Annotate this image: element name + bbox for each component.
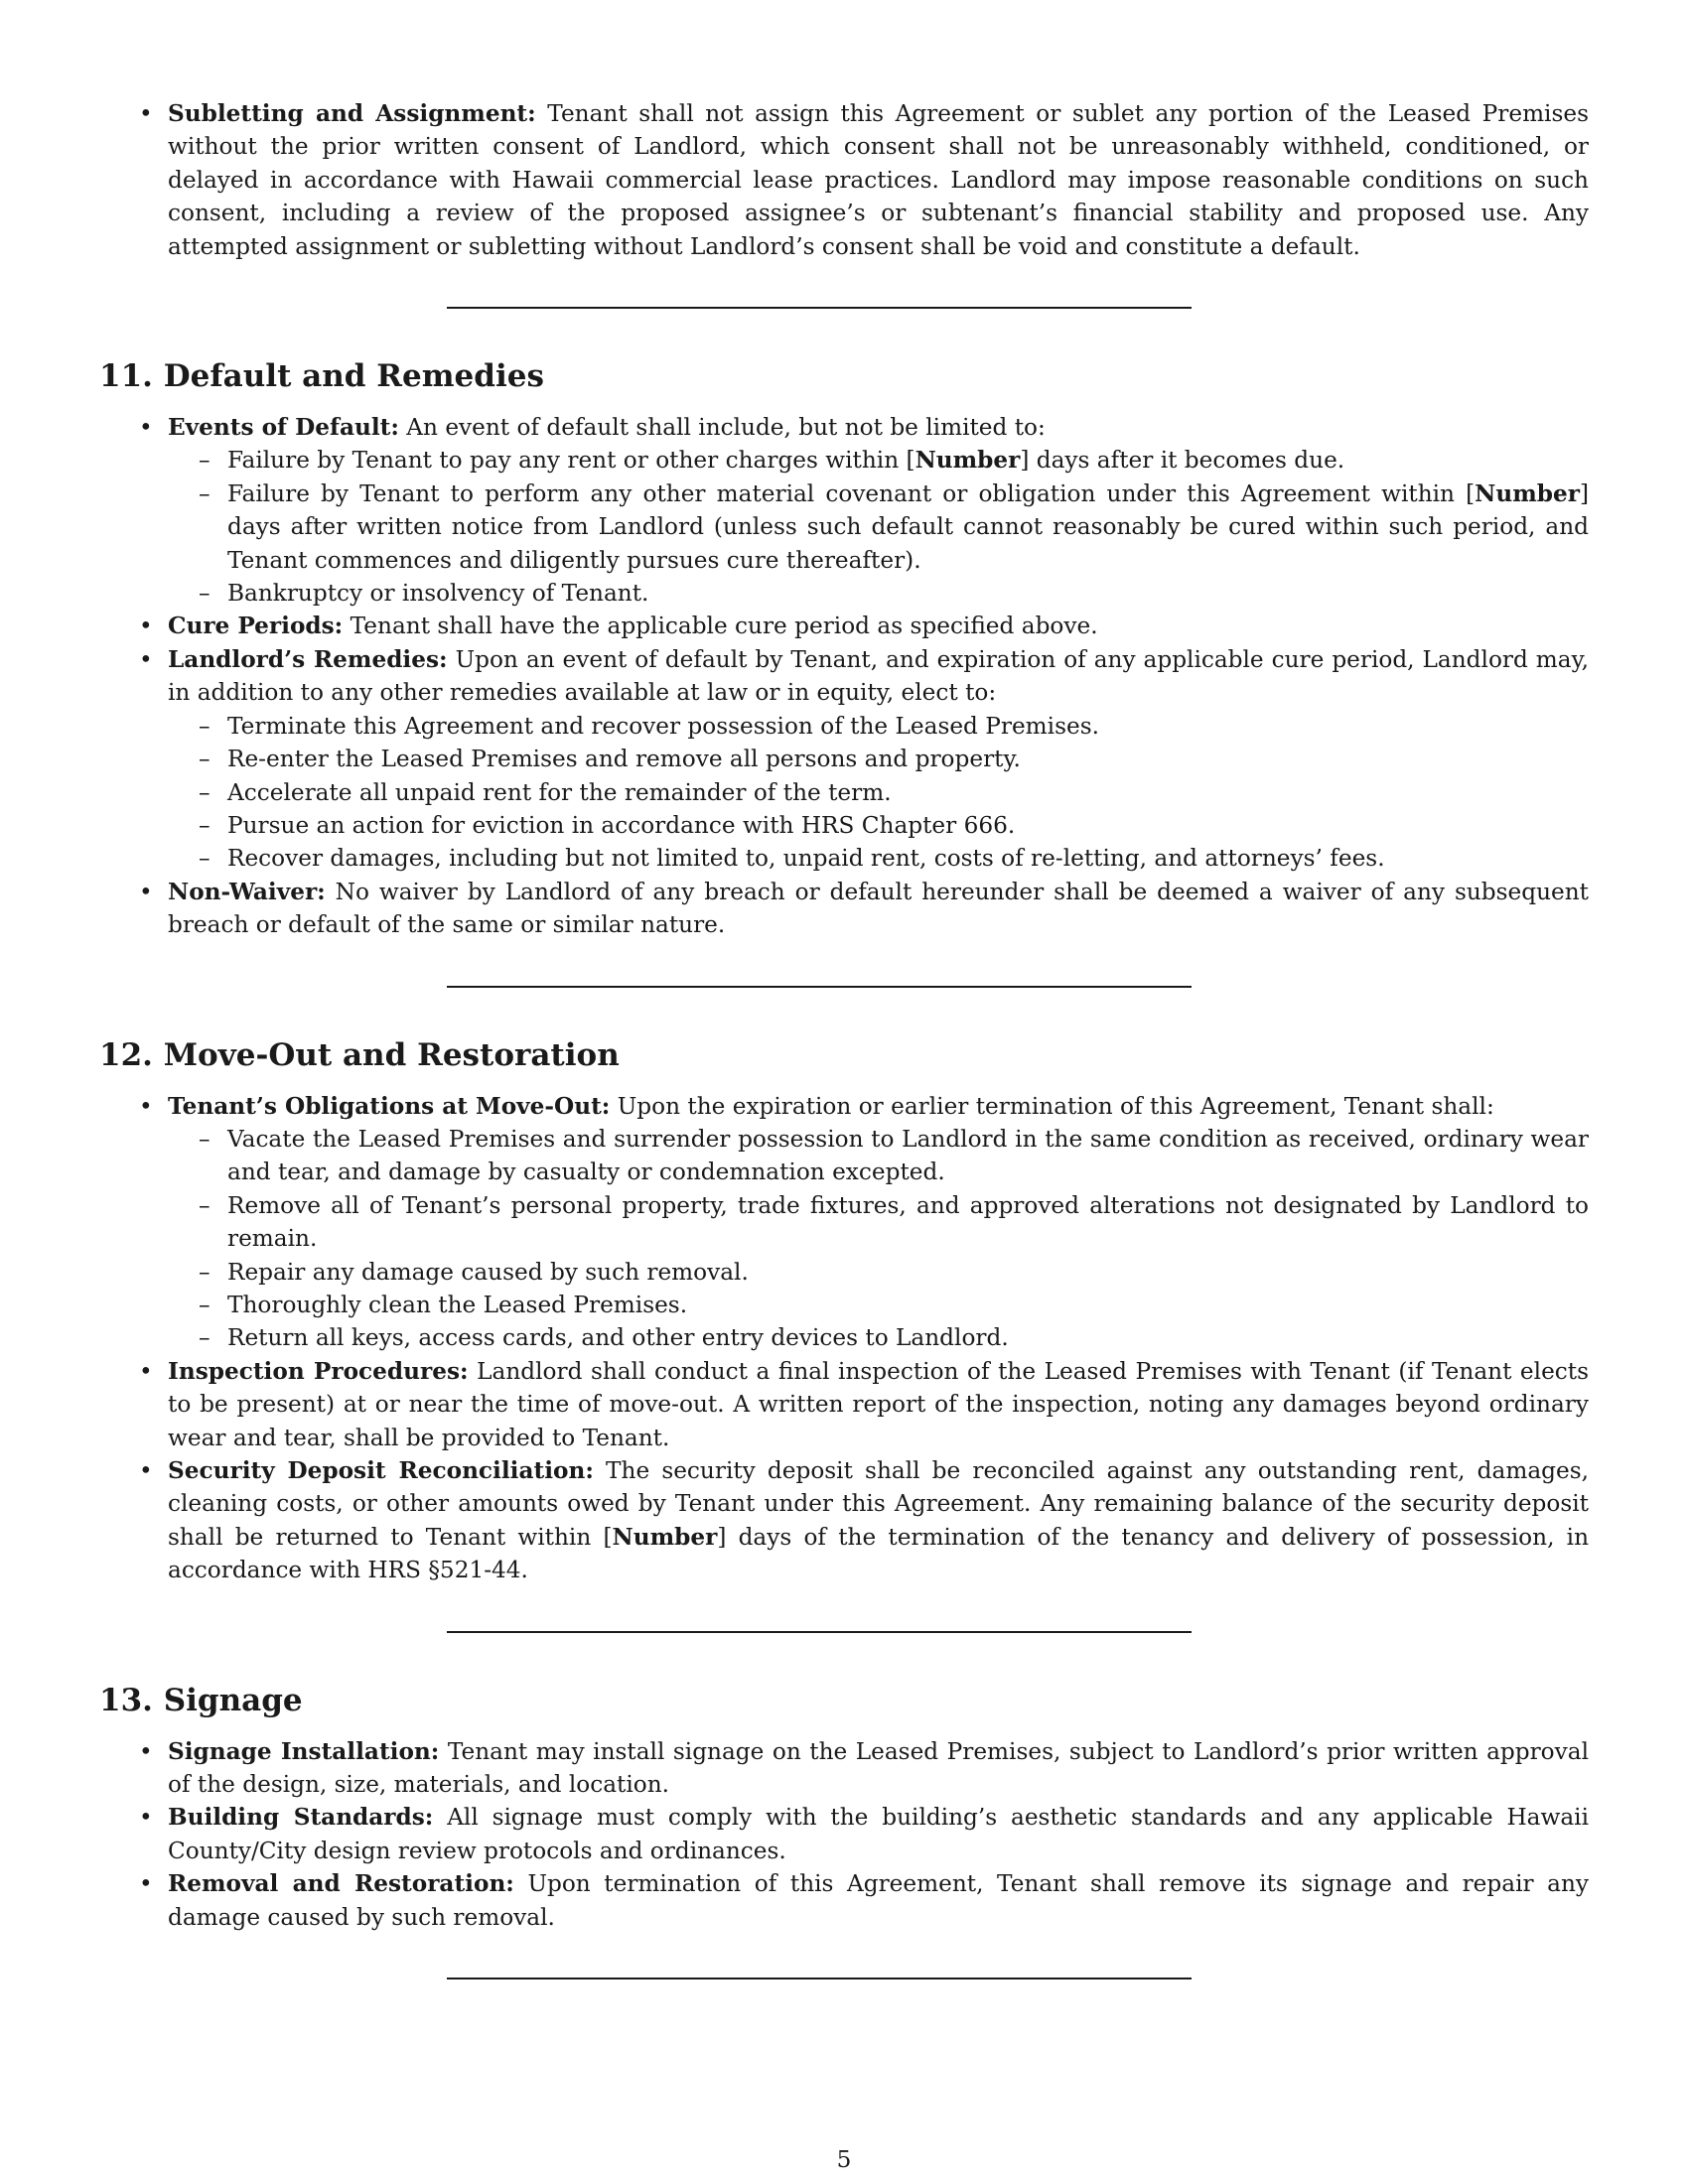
section-12-heading: 12. Move-Out and Restoration xyxy=(99,1036,620,1073)
cure-periods-item xyxy=(99,610,1589,642)
section-divider xyxy=(447,986,1192,988)
installation-label: Signage Installation: xyxy=(168,1737,440,1765)
item-text: ] days after written notice from Landlord (unless such default cannot reasonably be cured within such period, and Tenant commences and diligently pursues cure thereafter). xyxy=(227,479,1589,574)
list-item: – Recover damages, including but not limited to, unpaid rent, costs of re-letting, and attorneys’ fees. xyxy=(168,842,1589,875)
section-12-list xyxy=(99,1090,1589,1587)
list-item: – Bankruptcy or insolvency of Tenant. xyxy=(168,577,1589,610)
section-divider xyxy=(447,1978,1192,1979)
cure-text: Tenant shall have the applicable cure period as specified above. xyxy=(343,613,1098,640)
section-divider xyxy=(447,1631,1192,1633)
section-11-list xyxy=(99,411,1589,942)
item-text: Failure by Tenant to pay any rent or other charges within [ xyxy=(227,447,915,475)
events-of-default-item xyxy=(99,411,1589,610)
list-item xyxy=(168,444,1589,477)
deposit-label: Security Deposit Reconciliation: xyxy=(168,1457,594,1484)
placeholder-number: Number xyxy=(914,447,1021,475)
installation-text: Tenant may install signage on the Leased Premises, subject to Landlord’s prior written approval of the design, size, materials, and location. xyxy=(168,1737,1589,1799)
list-item: – Repair any damage caused by such removal. xyxy=(168,1256,1589,1289)
standards-text: All signage must comply with the building’s aesthetic standards and any applicable Hawaii County/City design review protocols and ordinances. xyxy=(168,1804,1590,1864)
security-deposit-item xyxy=(99,1454,1589,1587)
remedies-sublist xyxy=(168,710,1589,876)
section-divider xyxy=(447,307,1192,309)
obligations-text: Upon the expiration or earlier termination of this Agreement, Tenant shall: xyxy=(610,1092,1494,1120)
section-13-list xyxy=(99,1735,1589,1934)
standards-label: Building Standards: xyxy=(168,1804,434,1832)
page-number: 5 xyxy=(836,2146,852,2173)
list-item: – Re-enter the Leased Premises and remove all persons and property. xyxy=(168,743,1589,775)
signage-installation-item xyxy=(99,1735,1589,1802)
inspection-label: Inspection Procedures: xyxy=(168,1357,469,1385)
removal-restoration-item xyxy=(99,1867,1589,1934)
subletting-label: Subletting and Assignment: xyxy=(168,100,536,127)
list-item: – Remove all of Tenant’s personal property, trade fixtures, and approved alterations not designated by Landlord to remain. xyxy=(168,1189,1589,1256)
removal-label: Removal and Restoration: xyxy=(168,1870,514,1898)
move-out-obligations-item xyxy=(99,1090,1589,1355)
building-standards-item xyxy=(99,1801,1589,1867)
events-label: Events of Default: xyxy=(168,414,399,442)
nonwaiver-text: No waiver by Landlord of any breach or default hereunder shall be deemed a waiver of any subsequent breach or default of the same or similar nature. xyxy=(168,878,1589,939)
removal-text: Upon termination of this Agreement, Tenant shall remove its signage and repair any damage caused by such removal. xyxy=(168,1870,1589,1931)
deposit-text-end: ] days of the termination of the tenancy and delivery of possession, in accordance with HRS §521-44. xyxy=(168,1523,1590,1584)
list-item: – Return all keys, access cards, and other entry devices to Landlord. xyxy=(168,1321,1589,1354)
list-item: – Accelerate all unpaid rent for the remainder of the term. xyxy=(168,776,1589,809)
list-item xyxy=(168,478,1589,577)
remedies-label: Landlord’s Remedies: xyxy=(168,645,448,673)
item-text: ] days after it becomes due. xyxy=(1020,447,1345,475)
deposit-text: The security deposit shall be reconciled against any outstanding rent, damages, cleaning costs, or other amounts owed by Tenant under this Agreement. Any remaining balance of the security deposit shall be returned to Tenant within [ xyxy=(168,1457,1589,1551)
inspection-procedures-item xyxy=(99,1355,1589,1454)
nonwaiver-label: Non-Waiver: xyxy=(168,878,326,905)
subletting-list xyxy=(99,97,1589,263)
document-page xyxy=(99,97,1589,1979)
placeholder-number: Number xyxy=(612,1523,718,1551)
inspection-text: Landlord shall conduct a final inspection of the Leased Premises with Tenant (if Tenant elects to be present) at or near the time of move-out. A written report of the inspection, noting any damages beyond ordinary wear and tear, shall be provided to Tenant. xyxy=(168,1357,1589,1451)
remedies-text: Upon an event of default by Tenant, and expiration of any applicable cure period, Landlord may, in addition to any other remedies available at law or in equity, elect to: xyxy=(168,645,1589,707)
subletting-item xyxy=(99,97,1589,263)
non-waiver-item xyxy=(99,876,1589,942)
list-item: – Terminate this Agreement and recover possession of the Leased Premises. xyxy=(168,710,1589,743)
cure-label: Cure Periods: xyxy=(168,613,344,640)
landlord-remedies-item xyxy=(99,643,1589,876)
obligations-sublist xyxy=(168,1123,1589,1355)
item-text: Failure by Tenant to perform any other material covenant or obligation under this Agreement within [ xyxy=(227,479,1476,507)
placeholder-number: Number xyxy=(1475,479,1580,507)
obligations-label: Tenant’s Obligations at Move-Out: xyxy=(168,1092,611,1120)
list-item: – Thoroughly clean the Leased Premises. xyxy=(168,1289,1589,1321)
list-item: – Vacate the Leased Premises and surrender possession to Landlord in the same condition as received, ordinary wear and tear, and damage by casualty or condemnation excepted. xyxy=(168,1123,1589,1189)
events-sublist xyxy=(168,444,1589,610)
section-11-heading: 11. Default and Remedies xyxy=(99,358,544,395)
section-13-heading: 13. Signage xyxy=(99,1682,303,1718)
list-item: – Pursue an action for eviction in accordance with HRS Chapter 666. xyxy=(168,809,1589,842)
events-text: An event of default shall include, but not be limited to: xyxy=(398,414,1046,442)
subletting-text: Tenant shall not assign this Agreement or sublet any portion of the Leased Premises without the prior written consent of Landlord, which consent shall not be unreasonably withheld, conditioned, or delayed in accordance with Hawaii commercial lease practices. Landlord may impose reasonable conditions on such consent, including a review of the proposed assignee’s or subtenant’s financial stability and proposed use. Any attempted assignment or subletting without Landlord’s consent shall be void and constitute a default. xyxy=(168,100,1589,260)
